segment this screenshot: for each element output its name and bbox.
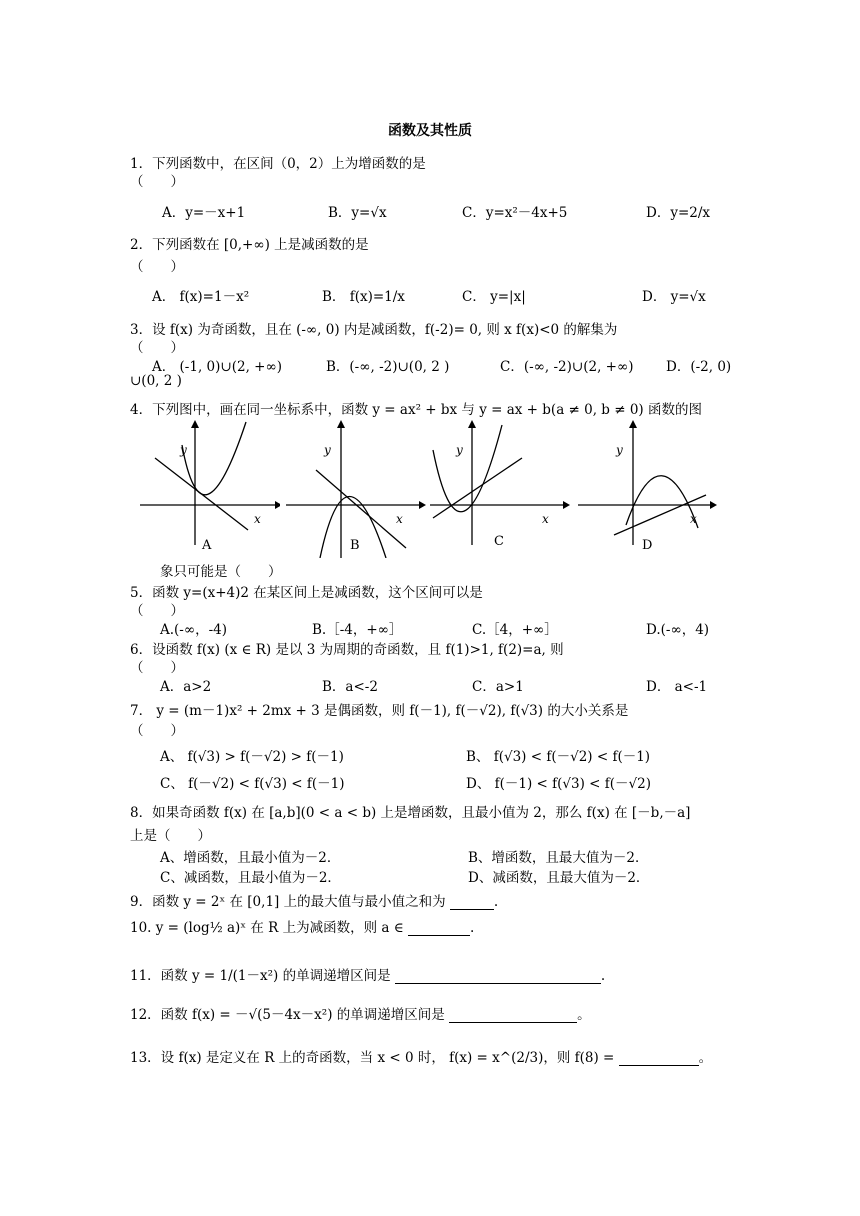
graph-b-xlabel: x	[396, 512, 403, 526]
q9-answer-blank[interactable]	[450, 895, 494, 910]
q12	[130, 1003, 591, 1023]
q11-answer-blank[interactable]	[395, 969, 601, 984]
graph-d-ylabel: y	[616, 443, 623, 457]
q9-text: 9．函数 y = 2ˣ 在 [0,1] 上的最大值与最小值之和为	[130, 894, 446, 910]
q1-paren: （ ）	[130, 174, 184, 190]
q3-option-d-wrap: ∪(0, 2 )	[130, 373, 182, 389]
q8-option-c: C、减函数，且最小值为－2．	[160, 870, 341, 886]
graph-c-label: C	[494, 534, 504, 549]
graph-b-label: B	[350, 538, 360, 553]
q3-option-a: A． (-1, 0)∪(2, +∞)	[152, 359, 282, 375]
q4-stem: 4．下列图中，画在同一坐标系中，函数 y = ax² + bx 与 y = ax + b(a ≠ 0, b ≠ 0) 函数的图	[130, 402, 702, 418]
q10-answer-blank[interactable]	[408, 921, 470, 936]
q10	[130, 916, 474, 936]
q7-option-a: A、 f(√3) > f(－√2) > f(－1)	[160, 749, 344, 765]
graph-d-label: D	[642, 538, 653, 553]
q5-option-a: A.(-∞，-4)	[160, 622, 228, 638]
q11	[130, 964, 605, 984]
q3-option-d: D．(-2, 0)	[666, 359, 732, 375]
q6-option-d: D． a<-1	[646, 679, 708, 695]
graph-c-ylabel: y	[456, 443, 463, 457]
q5-paren: （ ）	[130, 603, 184, 619]
q6-paren: （ ）	[130, 660, 184, 676]
q7-paren: （ ）	[130, 723, 184, 739]
q11-end: .	[600, 968, 606, 984]
graph-d	[578, 420, 718, 550]
q2-stem: 2．下列函数在 [0,+∞) 上是减函数的是	[130, 237, 369, 253]
q2-option-d: D． y=√x	[642, 289, 706, 305]
q12-answer-blank[interactable]	[449, 1008, 577, 1023]
q2-option-c: C． y=|x|	[462, 289, 526, 305]
q7-option-b: B、 f(√3) < f(－√2) < f(－1)	[466, 749, 651, 765]
q2-option-a: A． f(x)=1－x²	[152, 289, 250, 305]
q6-option-a: A．a>2	[160, 679, 212, 695]
q13	[130, 1046, 712, 1066]
graph-a-xlabel: x	[254, 512, 261, 526]
q1-stem: 1．下列函数中，在区间（0，2）上为增函数的是	[130, 156, 426, 172]
q7-option-c: C、 f(－√2) < f(√3) < f(－1)	[160, 776, 345, 792]
q13-end: 。	[698, 1050, 713, 1066]
q10-end: .	[470, 920, 475, 936]
q5-option-c: C.［4，+∞］	[472, 622, 558, 638]
q7-option-d: D、 f(－1) < f(√3) < f(－√2)	[466, 776, 651, 792]
q6-option-c: C．a>1	[472, 679, 524, 695]
graph-c-xlabel: x	[542, 512, 549, 526]
q12-text: 12．函数 f(x) = －√(5－4x－x²) 的单调递增区间是	[130, 1007, 445, 1023]
q12-end: 。	[577, 1007, 591, 1023]
graph-a	[140, 420, 280, 550]
q13-answer-blank[interactable]	[619, 1051, 699, 1066]
q3-option-b: B．(-∞, -2)∪(0, 2 )	[326, 359, 450, 375]
graph-d-xlabel: x	[690, 512, 697, 526]
q13-text: 13．设 f(x) 是定义在 R 上的奇函数，当 x < 0 时， f(x) = x^(2/3)，则 f(8) =	[130, 1050, 615, 1066]
q1-option-d: D．y=2/x	[646, 205, 711, 221]
q3-paren: （ ）	[130, 340, 184, 356]
q6-stem: 6．设函数 f(x) (x ∈ R) 是以 3 为周期的奇函数，且 f(1)>1, f(2)=a, 则	[130, 642, 564, 658]
q9-end: .	[493, 894, 499, 910]
q8-option-a: A、增函数，且最小值为－2．	[160, 850, 341, 866]
q1-option-b: B．y=√x	[328, 205, 387, 221]
q1-option-c: C．y=x²－4x+5	[462, 205, 568, 221]
q2-paren: （ ）	[130, 259, 184, 275]
graph-b-ylabel: y	[324, 443, 331, 457]
q1-option-a: A．y=－x+1	[162, 205, 246, 221]
q11-text: 11．函数 y = 1/(1－x²) 的单调递增区间是	[130, 968, 391, 984]
q3-option-c: C．(-∞, -2)∪(2, +∞)	[500, 359, 634, 375]
q5-stem: 5．函数 y=(x+4)2 在某区间上是减函数，这个区间可以是	[130, 585, 483, 601]
q8-tail: 上是（ ）	[130, 828, 211, 844]
q4-tail: 象只可能是（ ）	[160, 564, 282, 580]
graph-a-ylabel: y	[180, 443, 187, 457]
q3-stem: 3．设 f(x) 为奇函数，且在 (-∞, 0) 内是减函数，f(-2)= 0, 则 x f(x)<0 的解集为	[130, 322, 618, 338]
q2-option-b: B． f(x)=1/x	[322, 289, 405, 305]
q9	[130, 890, 498, 910]
graph-a-label: A	[202, 538, 212, 553]
q7-stem: 7． y = (m－1)x² + 2mx + 3 是偶函数，则 f(－1), f(－√2), f(√3) 的大小关系是	[130, 703, 629, 719]
graph-c	[430, 420, 570, 550]
q5-option-b: B.［-4，+∞］	[312, 622, 403, 638]
q5-option-d: D.(-∞，4)	[646, 622, 710, 638]
q8-option-d: D、减函数，且最大值为－2．	[468, 870, 650, 886]
page-title: 函数及其性质	[388, 123, 472, 139]
q10-text: 10. y = (log½ a)ˣ 在 R 上为减函数，则 a ∈	[130, 920, 404, 936]
q6-option-b: B．a<-2	[322, 679, 378, 695]
q8-option-b: B、增函数，且最大值为－2．	[468, 850, 649, 866]
q8-stem: 8．如果奇函数 f(x) 在 [a,b](0 < a < b) 上是增函数，且最小值为 2，那么 f(x) 在 [－b,－a]	[130, 805, 691, 821]
